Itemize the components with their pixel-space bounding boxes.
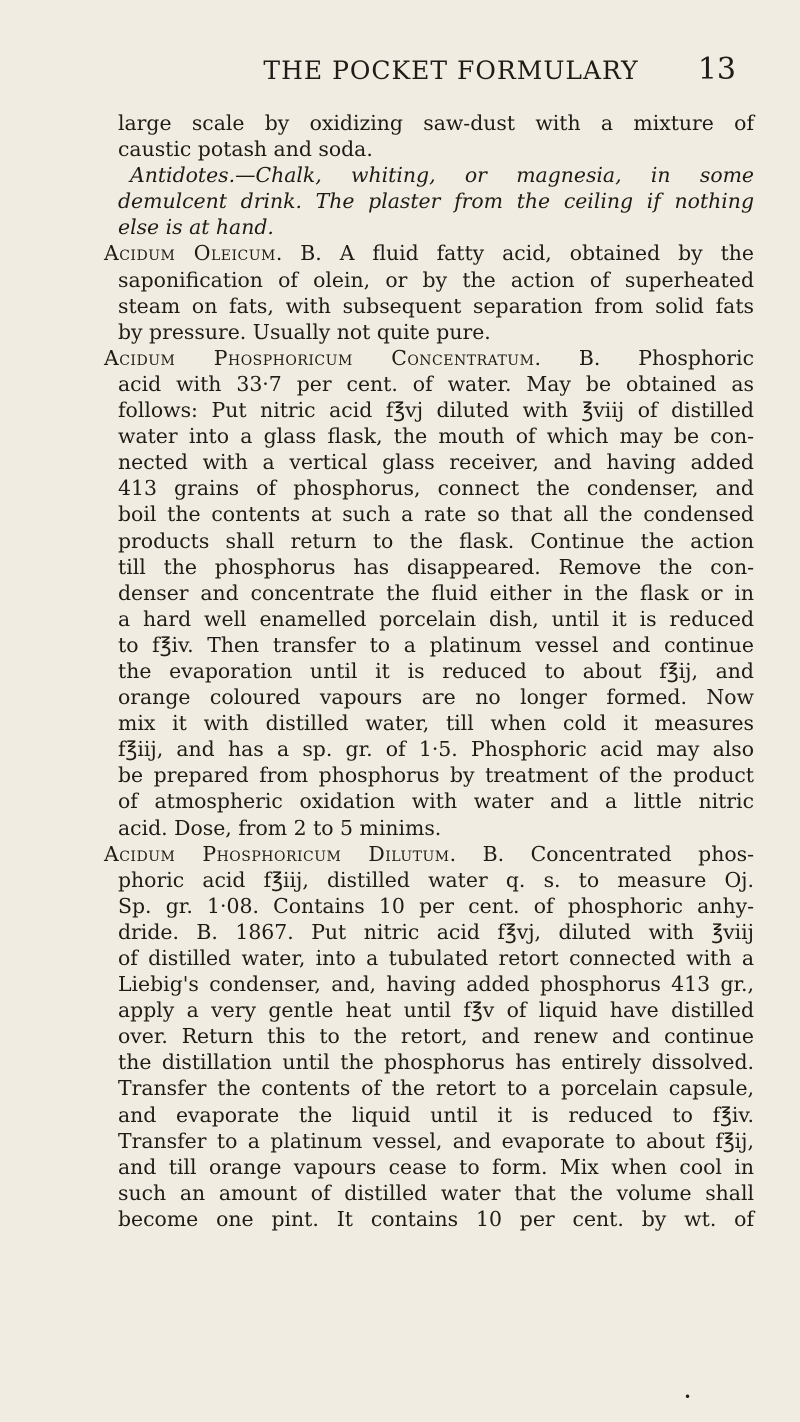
- text-line: saponification of olein, or by the action of superheated: [118, 267, 754, 292]
- text-line: by pressure. Usually not quite pure.: [118, 319, 491, 344]
- text-line: the evaporation until it is reduced to about f℥ij, and: [118, 658, 754, 683]
- body-text: [104, 110, 754, 1232]
- text-line: demulcent drink. The plaster from the ceiling if nothing: [118, 189, 754, 214]
- page-header: [118, 52, 754, 96]
- text-line: follows: Put nitric acid f℥vj diluted with ℥viij of distilled: [118, 398, 754, 423]
- text-line: caustic potash and soda.: [118, 137, 373, 162]
- text-line: dride. B. 1867. Put nitric acid f℥vj, diluted with ℥viij: [118, 919, 754, 944]
- text-line: Acidum Phosphoricum Dilutum. B. Concentrated phos-: [104, 841, 754, 866]
- text-line: the distillation until the phosphorus has entirely dissolved.: [118, 1050, 754, 1075]
- entry-heading: Acidum Oleicum: [104, 241, 276, 266]
- print-speck: •: [684, 1390, 692, 1404]
- text-line: of distilled water, into a tubulated retort connected with a: [118, 946, 754, 970]
- text-line: denser and concentrate the fluid either in the flask or in: [118, 580, 754, 605]
- text-line: water into a glass flask, the mouth of which may be con-: [118, 424, 754, 449]
- text-line: Sp. gr. 1·08. Contains 10 per cent. of phosphoric anhy-: [118, 893, 754, 918]
- text-line: products shall return to the flask. Continue the action: [118, 528, 754, 553]
- text-line: phoric acid f℥iij, distilled water q. s. to measure Oj.: [118, 867, 754, 892]
- entry-heading: Acidum Phosphoricum Dilutum: [104, 841, 450, 866]
- text-line: over. Return this to the retort, and renew and continue: [118, 1024, 754, 1049]
- text-line: 413 grains of phosphorus, connect the condenser, and: [118, 476, 754, 501]
- text-line: mix it with distilled water, till when cold it measures: [118, 711, 754, 736]
- text-line: Liebig's condenser, and, having added phosphorus 413 gr.,: [118, 972, 754, 997]
- entry-heading: Acidum Phosphoricum Concentratum: [104, 345, 535, 370]
- text-line: of atmospheric oxidation with water and a little nitric: [118, 789, 754, 814]
- text-line: Acidum Oleicum. B. A fluid fatty acid, obtained by the: [104, 241, 754, 266]
- text-line: nected with a vertical glass receiver, and having added: [118, 450, 754, 475]
- text-line: acid with 33·7 per cent. of water. May be obtained as: [118, 371, 754, 396]
- text-line: be prepared from phosphorus by treatment of the product: [118, 763, 754, 788]
- text-line: else is at hand.: [118, 215, 274, 240]
- text-line: apply a very gentle heat until f℥v of liquid have distilled: [118, 998, 754, 1023]
- text-line: acid. Dose, from 2 to 5 minims.: [118, 815, 442, 840]
- text-line: large scale by oxidizing saw-dust with a mixture of: [118, 111, 754, 135]
- text-line: Acidum Phosphoricum Concentratum. B. Phosphoric: [104, 345, 754, 370]
- text-line: and evaporate the liquid until it is reduced to f℥iv.: [118, 1102, 754, 1127]
- running-title: THE POCKET FORMULARY: [263, 56, 639, 85]
- text-line: such an amount of distilled water that the volume shall: [118, 1180, 754, 1205]
- page-number: 13: [697, 52, 736, 87]
- text-line: Transfer to a platinum vessel, and evaporate to about f℥ij,: [118, 1128, 754, 1153]
- text-line: Antidotes.—Chalk, whiting, or magnesia, in some: [130, 163, 754, 188]
- text-line: till the phosphorus has disappeared. Remove the con-: [118, 554, 754, 579]
- text-line: f℥iij, and has a sp. gr. of 1·5. Phosphoric acid may also: [118, 737, 754, 762]
- text-line: boil the contents at such a rate so that all the condensed: [118, 502, 754, 527]
- text-line: become one pint. It contains 10 per cent. by wt. of: [118, 1206, 754, 1231]
- text-line: steam on fats, with subsequent separation from solid fats: [118, 293, 754, 318]
- text-line: Transfer the contents of the retort to a porcelain capsule,: [118, 1076, 754, 1101]
- text-line: and till orange vapours cease to form. Mix when cool in: [118, 1154, 754, 1179]
- text-line: a hard well enamelled porcelain dish, until it is reduced: [118, 606, 754, 631]
- text-line: to f℥iv. Then transfer to a platinum vessel and continue: [118, 632, 754, 657]
- text-line: orange coloured vapours are no longer formed. Now: [118, 685, 754, 710]
